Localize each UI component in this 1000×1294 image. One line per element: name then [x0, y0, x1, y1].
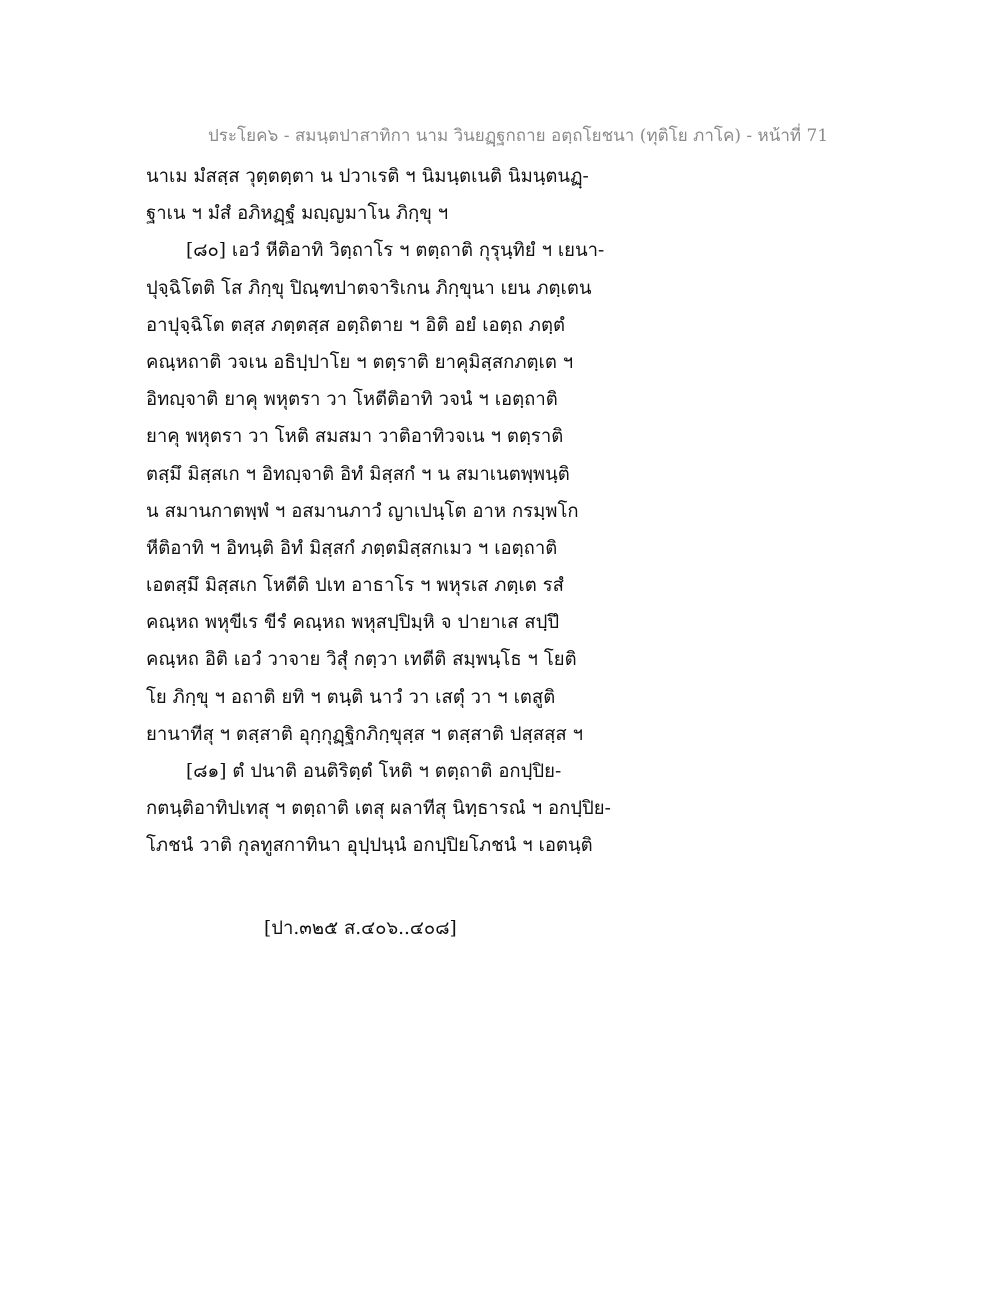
text-line: อาปุจฺฉิโต ตสฺส ภตฺตสฺส อตฺถิตาย ฯ อิติ อยํ เอตฺถ ภตฺตํ [146, 314, 565, 336]
text-line: คณฺหถาติ วจเน อธิปฺปาโย ฯ ตตฺราติ ยาคุมิสฺสกภตฺเต ฯ [146, 351, 574, 373]
text-line: คณฺหถ อิติ เอวํ วาจาย วิสุํ กตฺวา เทตีติ สมฺพนฺโธ ฯ โยติ [146, 649, 577, 671]
text-line: คณฺหถ พหุขีเร ขีรํ คณฺหถ พหุสปฺปิมฺหิ จ ปายาเส สปฺปึ [146, 612, 560, 634]
text-line: เอตสฺมึ มิสฺสเก โหตีติ ปเท อาธาโร ฯ พหุรเส ภตฺเต รสํ [146, 575, 564, 597]
page-reference: [ปา.๓๒๕ ส.๔๐๖..๔๐๘] [264, 918, 457, 939]
text-line: หีติอาทิ ฯ อิทนฺติ อิทํ มิสฺสกํ ภตฺตมิสฺสกเมว ฯ เอตฺถาติ [146, 537, 558, 559]
text-line: ปุจฺฉิโตติ โส ภิกฺขุ ปิณฺฑปาตจาริเกน ภิกฺขุนา เยน ภตฺเตน [146, 277, 592, 299]
paragraph-80-start: [๘๐] เอวํ หีติอาทิ วิตฺถาโร ฯ ตตฺถาติ กุรุนฺทิยํ ฯ เยนา- [186, 240, 605, 262]
text-line: กตนฺติอาทิปเทสุ ฯ ตตฺถาติ เตสุ ผลาทีสุ นิทฺธารณํ ฯ อกปฺปิย- [146, 798, 611, 820]
text-line: ยานาทีสุ ฯ ตสฺสาติ อุกฺกุฏฺฐิกภิกฺขุสฺส ฯ ตสฺสาติ ปสฺสสฺส ฯ [146, 723, 583, 745]
text-line: ตสฺมึ มิสฺสเก ฯ อิทญฺจาติ อิทํ มิสฺสกํ ฯ น สมาเนตพฺพนฺติ [146, 463, 570, 485]
running-header: ประโยค๖ - สมนฺตปาสาทิกา นาม วินยฏฺฐกถาย อตฺถโยชนา (ทุติโย ภาโค) - หน้าที่ 71 [208, 126, 829, 146]
text-line: อิทญฺจาติ ยาคุ พหุตรา วา โหตีติอาทิ วจนํ ฯ เอตฺถาติ [146, 389, 558, 411]
text-line: น สมานกาตพฺพํ ฯ อสมานภาวํ ญาเปนฺโต อาห กรมฺพโก [146, 500, 579, 522]
text-line: ฐาเน ฯ มํสํ อภิหฏฺฐํ มญฺญมาโน ภิกฺขุ ฯ [146, 203, 449, 225]
text-line: โย ภิกฺขุ ฯ อถาติ ยทิ ฯ ตนฺติ นาวํ วา เสตุํ วา ฯ เตสูติ [146, 686, 556, 708]
text-line: ยาคุ พหุตรา วา โหติ สมสมา วาติอาทิวจเน ฯ ตตฺราติ [146, 426, 564, 448]
text-line: นาเม มํสสฺส วุตฺตตฺตา น ปวาเรติ ฯ นิมนฺตเนติ นิมนฺตนฏฺ- [146, 166, 589, 187]
body-text [146, 158, 611, 865]
paragraph-81-start: [๘๑] ตํ ปนาติ อนติริตฺตํ โหติ ฯ ตตฺถาติ อกปฺปิย- [186, 761, 562, 782]
text-line: โภชนํ วาติ กุลทูสกาทินา อุปฺปนฺนํ อกปฺปิยโภชนํ ฯ เอตนฺติ [146, 835, 593, 857]
